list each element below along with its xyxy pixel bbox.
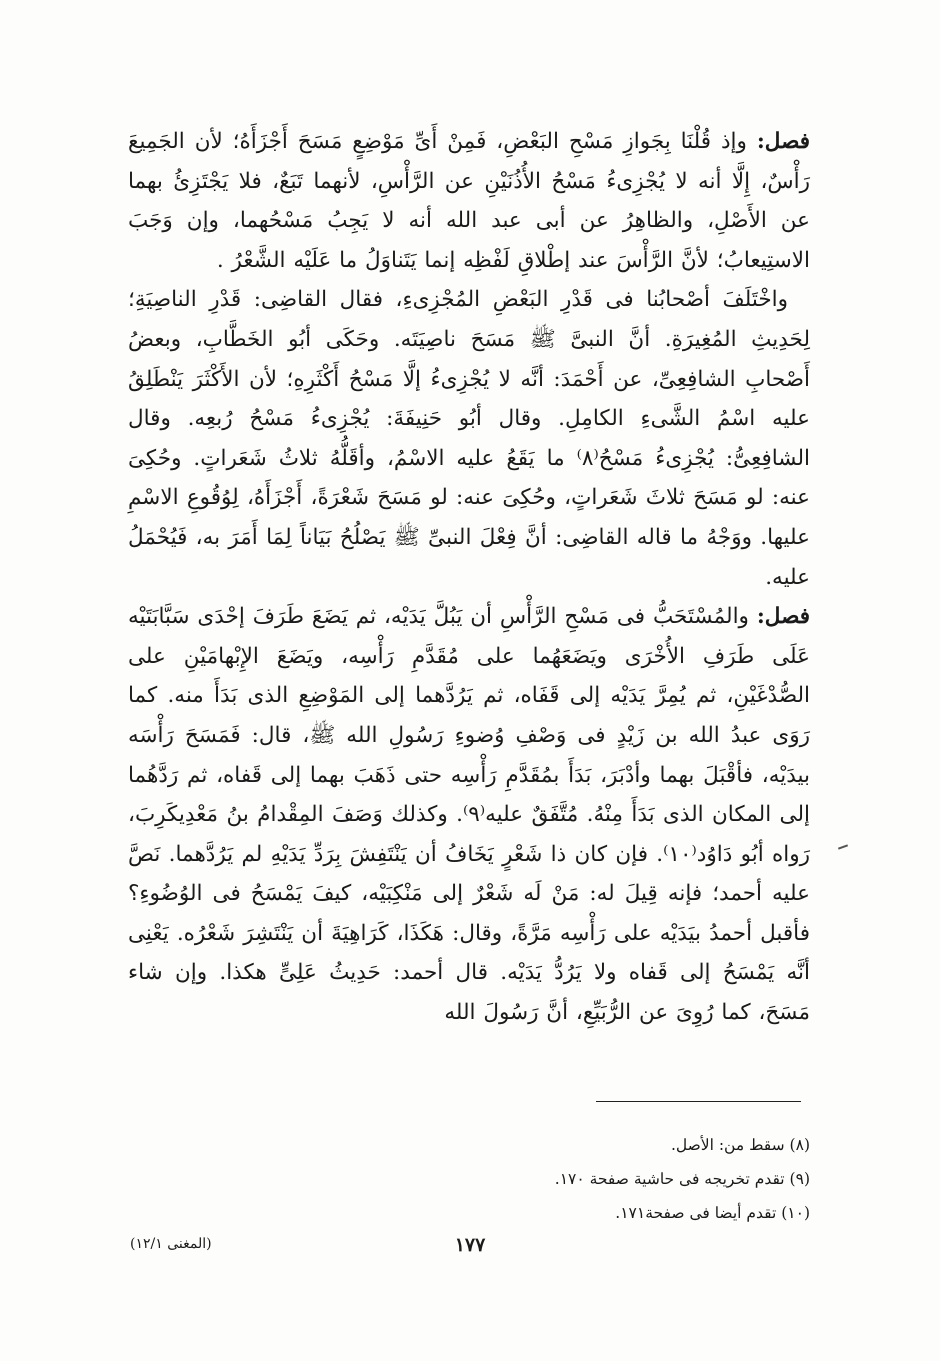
- footnote-separator: [596, 1101, 801, 1102]
- footnotes: [520, 1128, 810, 1230]
- section-text: وإذ قُلْنَا بِجَوازِ مَسْحِ البَعْضِ، فَمِنْ أَىِّ مَوْضِعٍ مَسَحَ أَجْزَأَهُ؛ لأن الجَمِيعَ رَأْسٌ، إِلَّا أنه لا يُجْزِىءُ مَسْحُ الأُذُنَيْنِ عن الرَّأْسِ، لأنهما تَبَعٌ، فلا يَجْتَزِئُ بهما عن الأَصْلِ، والظاهِرُ عن أبى عبد الله أنه لا يَجِبُ مَسْحُهما، وإن وَجَبَ الاستِيعابُ؛ لأنَّ الرَّأْسَ عند إطْلاقِ لَفْظِه إنما يَتَناوَلُ ما عَلَيْه الشَّعْرُ .: [128, 129, 810, 273]
- section-heading: فصل:: [756, 604, 810, 630]
- footnote-10: (١٠) تقدم أيضا فى صفحة١٧١.: [615, 1204, 810, 1222]
- margin-mark: [838, 844, 848, 849]
- paragraph-section-2: [128, 597, 810, 1033]
- footnote-8: (٨) سقط من: الأصل.: [670, 1136, 810, 1154]
- main-text: [128, 122, 810, 1033]
- footnote-9: (٩) تقدم تخريجه فى حاشية صفحة ١٧٠.: [554, 1170, 810, 1188]
- section-heading: فصل:: [756, 129, 810, 154]
- paragraph-section-1: [128, 122, 810, 280]
- section-text: والمُسْتَحَبُّ فى مَسْحِ الرَّأْسِ أن يَبُلَّ يَدَيْه، ثم يَضَعَ طَرَفَ إحْدَى سَبَّابَتَيْه عَلَى طَرَفِ الأُخْرَى ويَضَعَهُما على مُقَدَّمِ رَأْسِه، ويَضَعَ الإِبْهامَيْنِ على الصُّدْغَيْنِ، ثم يُمِرَّ يَدَيْه إلى قَفَاه، ثم يَرُدَّهما إلى المَوْضِعِ الذى بَدَأَ منه. كما رَوَى عبدُ الله بن زَيْدٍ فى وَصْفِ وُضوءِ رَسُولِ الله ﷺ، قال: فَمَسَحَ رَأْسَه بيدَيْه، فأقْبَلَ بهما وأدْبَرَ، بَدَأَ بمُقَدَّمِ رَأْسِه حتى ذَهَبَ بهما إلى قَفاه، ثم رَدَّهُما إلى المكان الذى بَدَأَ مِنْهُ. مُتَّفَقٌ عليه⁽٩⁾. وكذلك وَصَفَ المِقْدامُ بنُ مَعْدِيكَرِبَ، رَواه أبُو دَاوُد⁽١٠⁾. فإن كان ذا شَعْرٍ يَخَافُ أن يَنْتَفِشَ بِرَدِّ يَدَيْهِ لم يَرُدَّهما. نَصَّ عليه أحمد؛ فإنه قِيلَ له: مَنْ لَه شَعْرٌ إلى مَنْكِبَيْه، كيفَ يَمْسَحُ فى الوُضُوءِ؟ فأقبل أحمدُ بيَدَيْه على رَأْسِه مَرَّةً، وقال: هَكَذَا، كَرَاهِيَةَ أن يَنْتَشِرَ شَعْرُه. يَعْنِى أنَّه يَمْسَحُ إلى قَفاه ولا يَرُدُّ يَدَيْه. قال أحمد: حَدِيثُ عَلِىٍّ هكذا. وإن شاء مَسَحَ، كما رُوِىَ عن الرُّبَيِّعِ، أنَّ رَسُولَ الله: [128, 604, 810, 1026]
- section-text: واخْتَلَفَ أصْحابُنا فى قَدْرِ البَعْضِ المُجْزِىءِ، فقال القاضِى: قَدْرِ الناصِيَةِ؛ لِحَدِيثِ المُغِيرَةِ. أنَّ النبىَّ ﷺ مَسَحَ ناصِيَتَه. وحَكَى أبُو الخَطَّابِ، وبعضُ أَصْحابِ الشافِعِىِّ، عن أَحْمَدَ: أنَّه لا يُجْزِىءُ إلَّا مَسْحُ أَكْثَرِهِ؛ لأن الأَكْثَرَ يَنْطَلِقُ عليه اسْمُ الشَّىءِ الكامِلِ. وقال أبُو حَنِيفَةَ: يُجْزِىءُ مَسْحُ رُبعِه. وقال الشافِعِىُّ: يُجْزِىءُ مَسْحُ⁽٨⁾ ما يَقَعُ عليه الاسْمُ، وأقَلُّهُ ثلاثُ شَعَراتٍ. وحُكِىَ عنه: لو مَسَحَ ثلاثَ شَعَراتٍ، وحُكِىَ عنه: لو مَسَحَ شَعْرَةً، أَجْزَأَهُ، لِوُقُوعِ الاسْمِ عليها. ووَجْهُ ما قاله القاضِى: أنَّ فِعْلَ النبىِّ ﷺ يَصْلُحُ بَيَاناً لِمَا أَمَرَ به، فَيُحْمَلُ عليه.: [128, 287, 810, 590]
- page-number: ١٧٧: [454, 1234, 486, 1256]
- print-signature: (المغنى ١٢/١): [130, 1236, 212, 1252]
- paragraph-section-1-continued: [128, 280, 810, 597]
